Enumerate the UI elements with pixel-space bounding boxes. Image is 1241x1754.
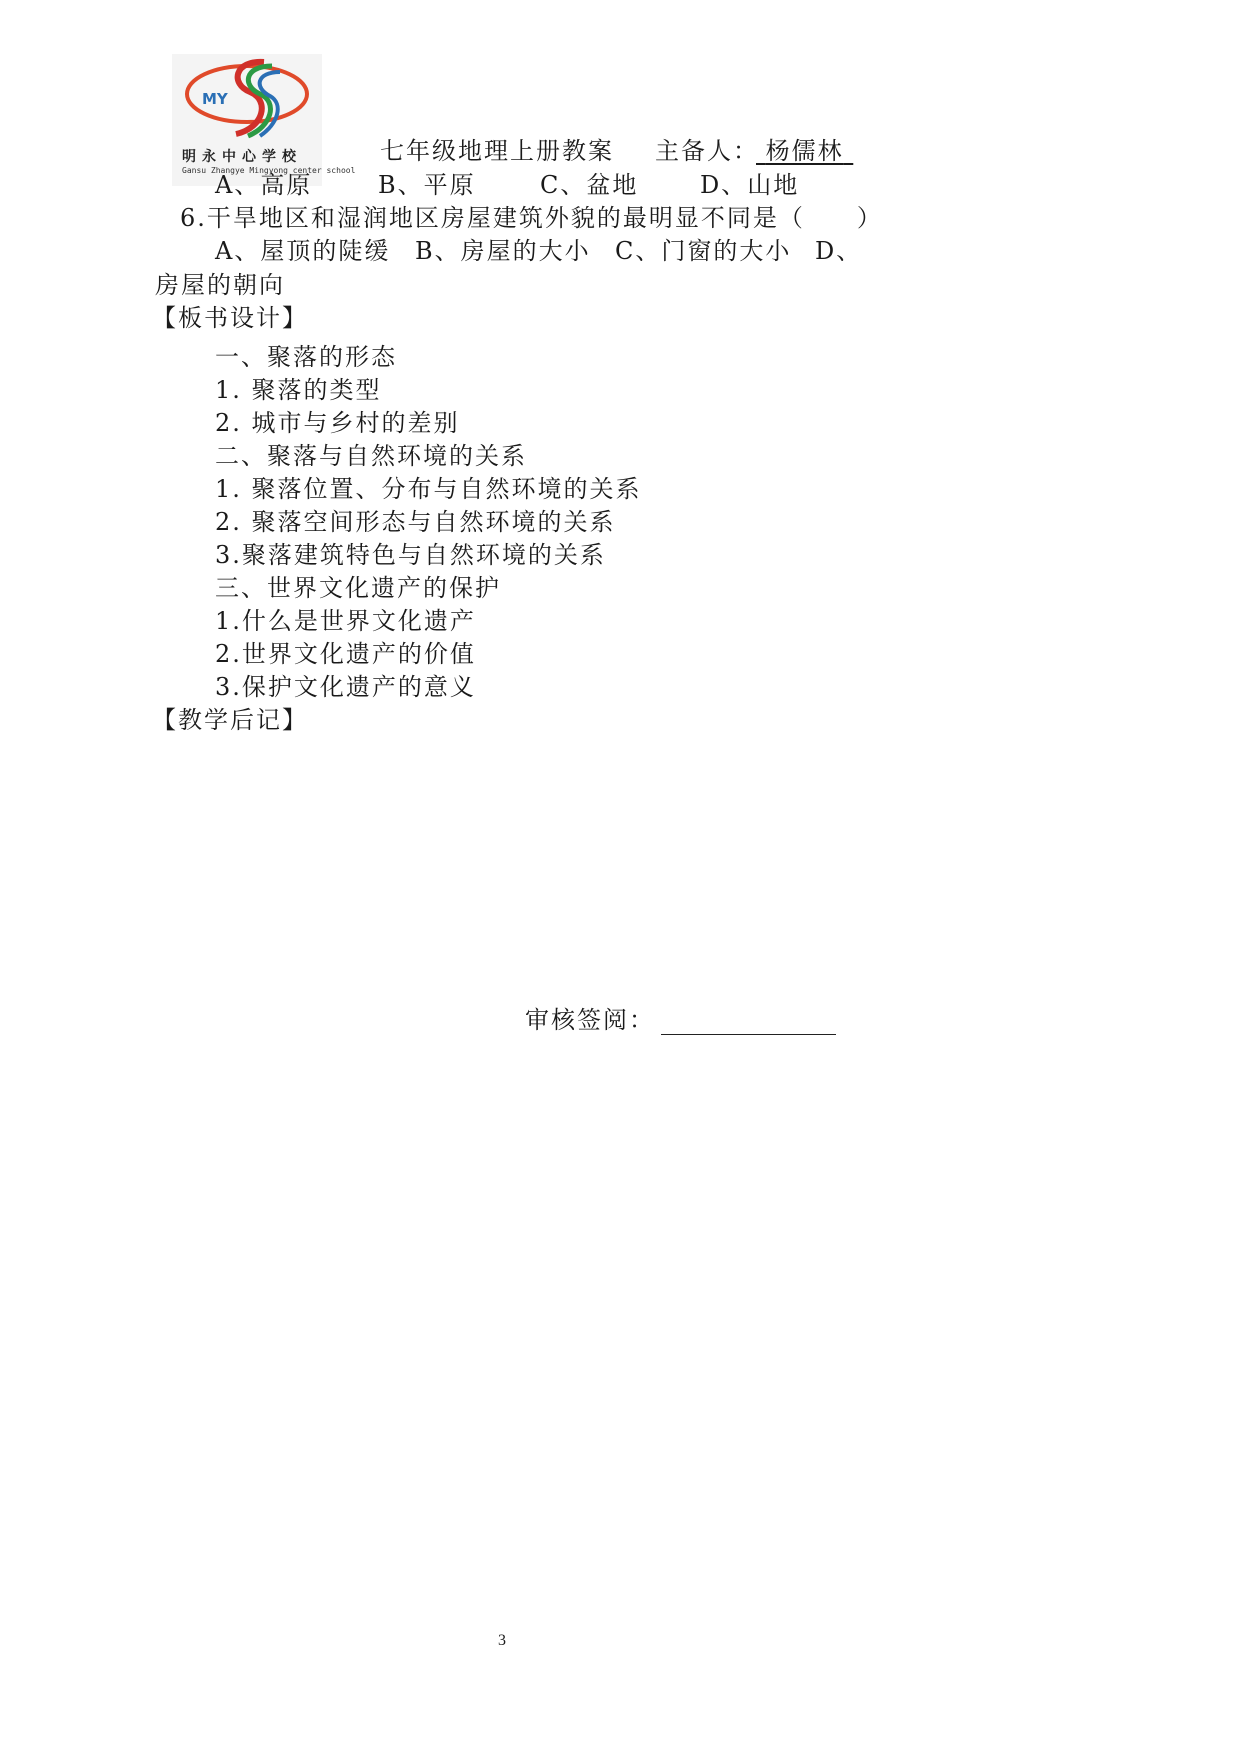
q6-option-c: C、门窗的大小 <box>615 237 792 265</box>
q5-option-d: D、山地 <box>700 171 800 199</box>
logo-school-name-en: Gansu Zhangye Mingyong center school <box>182 166 356 175</box>
logo-school-name-cn: 明永中心学校 <box>182 149 302 165</box>
q6-option-b: B、房屋的大小 <box>415 237 591 265</box>
teaching-notes-heading: 【教学后记】 <box>152 706 308 734</box>
board-line: 2. 聚落空间形态与自然环境的关系 <box>215 508 616 536</box>
review-label: 审核签阅： <box>525 1006 655 1034</box>
q5-option-c: C、盆地 <box>540 171 639 199</box>
page-number: 3 <box>498 1632 506 1649</box>
board-design-heading: 【板书设计】 <box>152 304 308 332</box>
preparer-name: 杨儒林 <box>765 137 844 165</box>
q6-option-d: D、 <box>815 237 863 265</box>
board-line: 2.世界文化遗产的价值 <box>215 640 476 668</box>
q5-option-b: B、平原 <box>378 171 476 199</box>
q6-option-a: A、屋顶的陡缓 <box>215 237 391 265</box>
svg-text:MY: MY <box>202 90 228 108</box>
board-line: 1. 聚落位置、分布与自然环境的关系 <box>215 475 642 503</box>
board-line: 二、聚落与自然环境的关系 <box>215 442 527 470</box>
q5-option-a: A、高原 <box>215 171 313 199</box>
document-title: 七年级地理上册教案 <box>380 137 614 165</box>
school-logo <box>172 54 356 186</box>
board-line: 三、世界文化遗产的保护 <box>215 574 501 602</box>
preparer-label: 主备人： <box>655 137 759 165</box>
board-line: 2. 城市与乡村的差别 <box>215 409 460 437</box>
q6-option-d-text: 房屋的朝向 <box>155 271 285 299</box>
review-signature-line <box>661 1010 836 1035</box>
board-line: 1.什么是世界文化遗产 <box>215 607 476 635</box>
review-signature <box>525 1005 836 1035</box>
board-line: 3.保护文化遗产的意义 <box>215 673 476 701</box>
board-line: 一、聚落的形态 <box>215 343 397 371</box>
board-line: 1. 聚落的类型 <box>215 376 382 404</box>
q6-stem: 6.干旱地区和湿润地区房屋建筑外貌的最明显不同是（ ） <box>180 204 883 232</box>
logo-emblem-icon <box>172 54 322 146</box>
board-line: 3.聚落建筑特色与自然环境的关系 <box>215 541 606 569</box>
